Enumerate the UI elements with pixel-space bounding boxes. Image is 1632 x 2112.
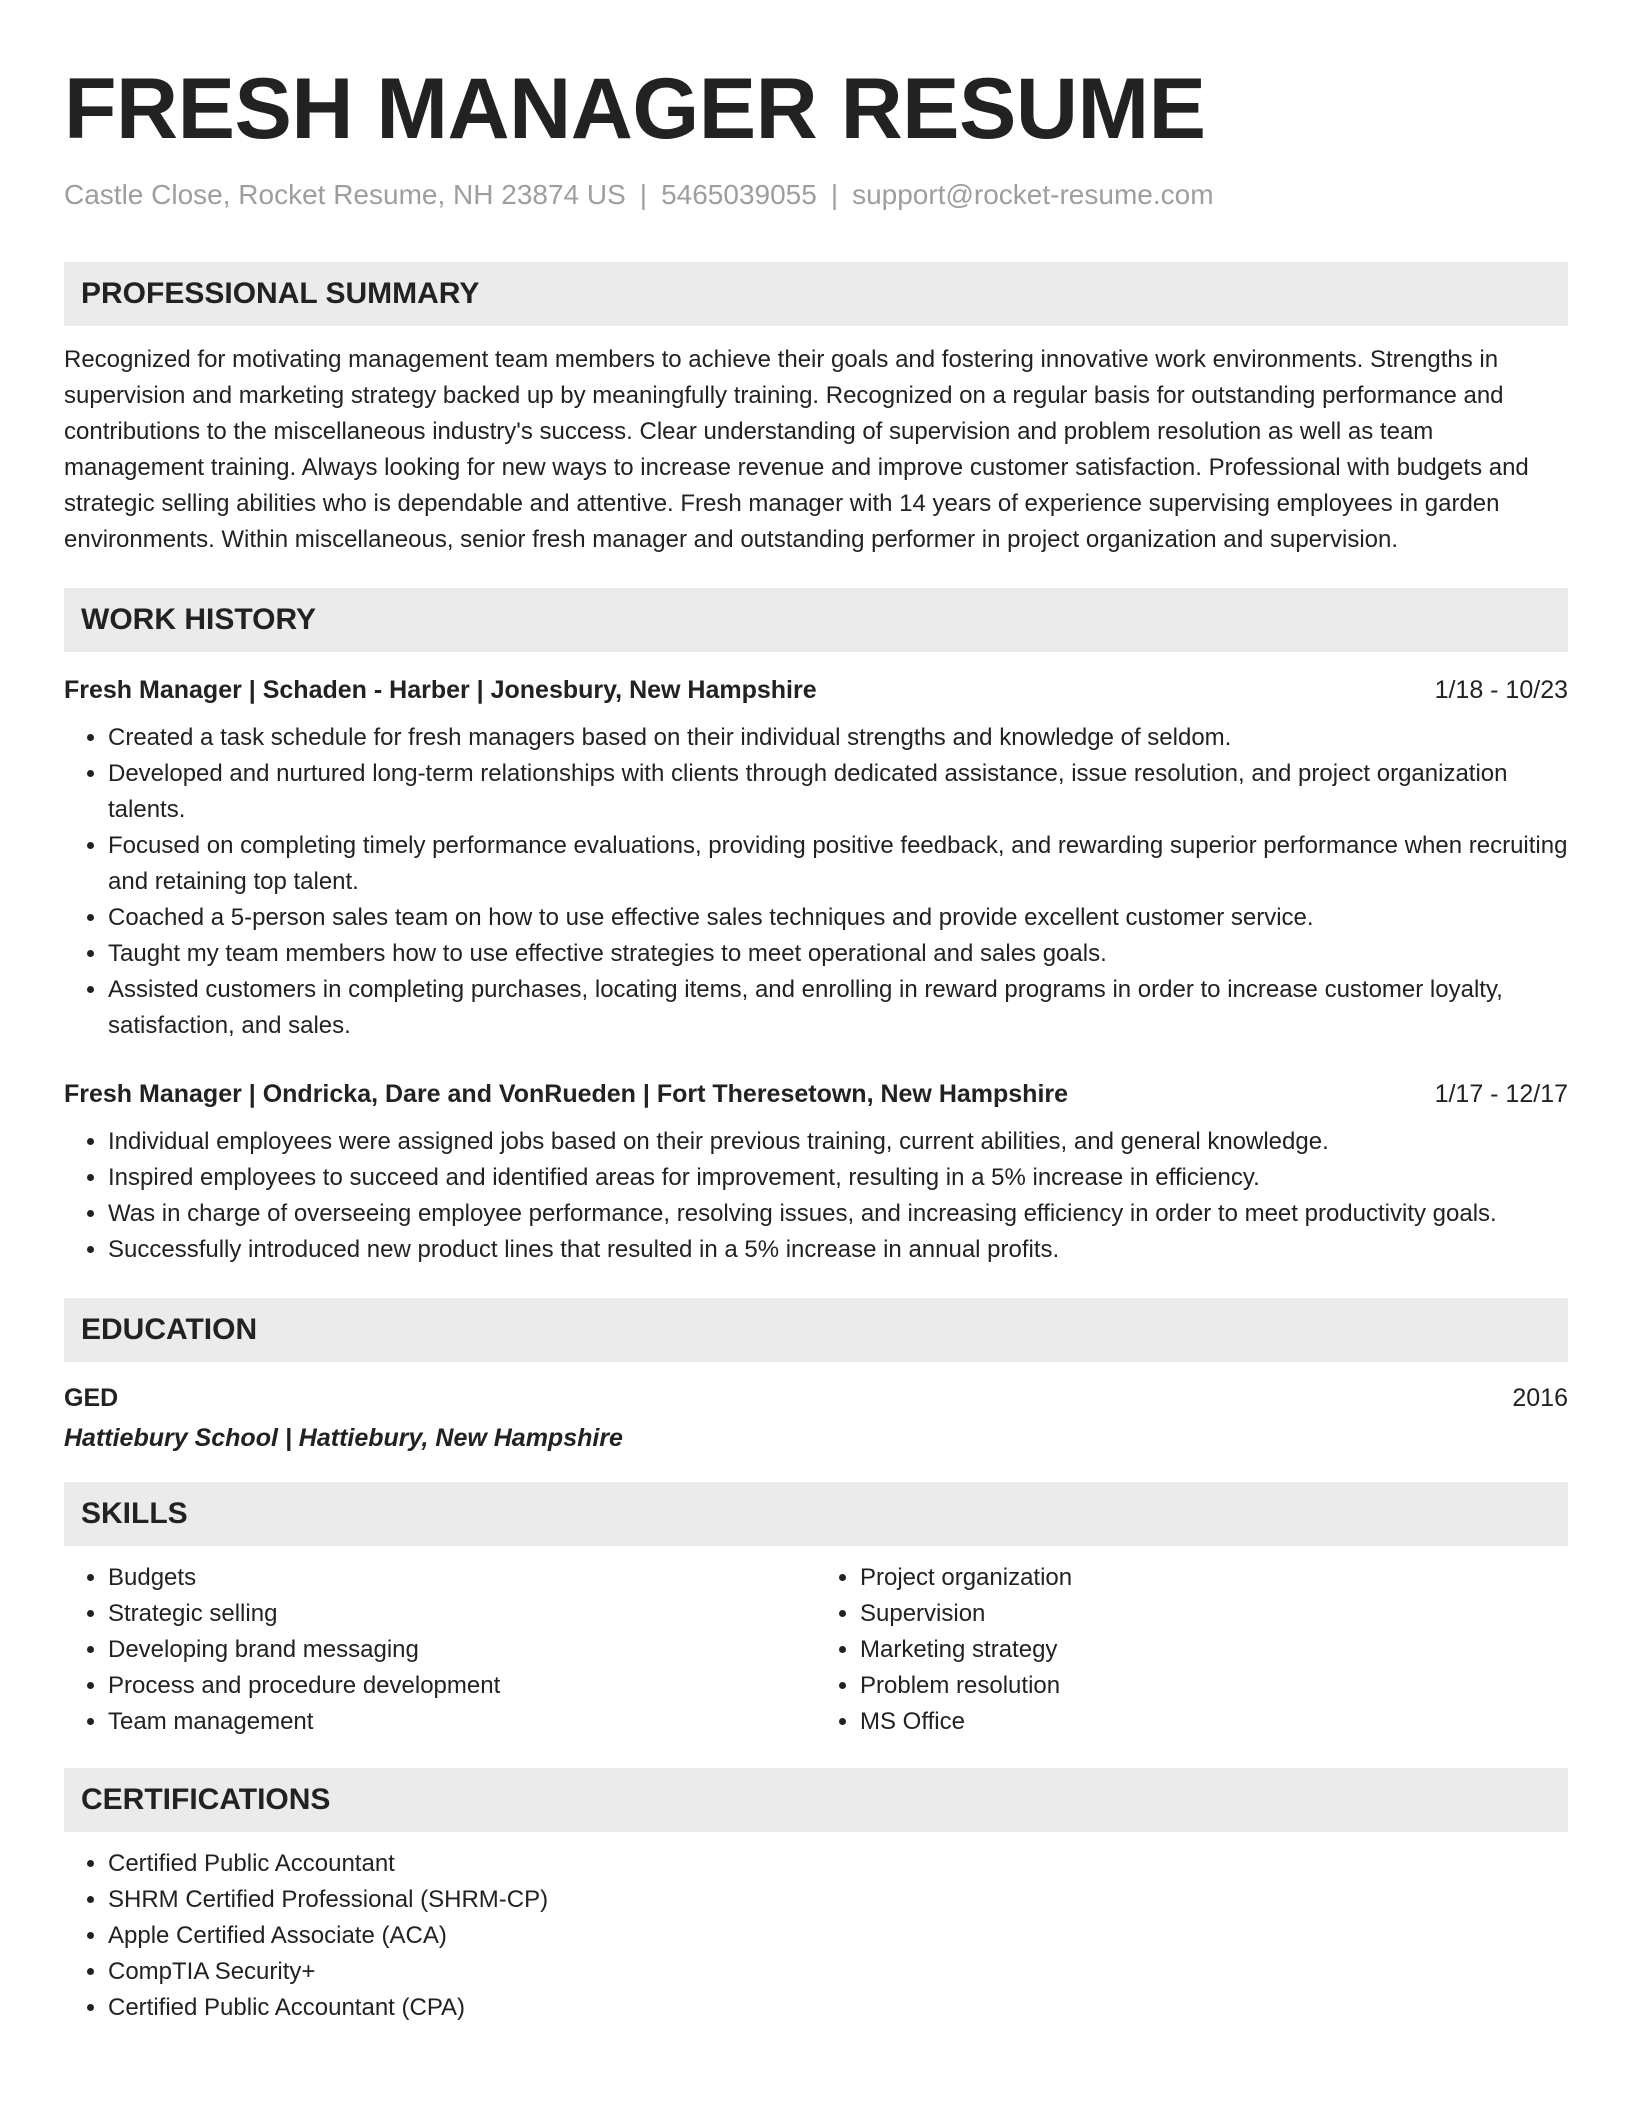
education-school: Hattiebury School | Hattiebury, New Hampshire (64, 1423, 623, 1452)
education-degree: GED (64, 1383, 119, 1412)
list-item: • Problem resolution (860, 1668, 1568, 1704)
job-title: Fresh Manager | Ondricka, Dare and VonRueden | Fort Theresetown, New Hampshire (64, 1079, 1069, 1108)
contact-separator: | (639, 179, 648, 210)
job-entry (64, 1078, 1568, 1268)
education-entry (64, 1382, 1568, 1454)
resume-title: FRESH MANAGER RESUME (64, 61, 1206, 157)
job-dates: 1/17 - 12/17 (1434, 1079, 1568, 1108)
list-item: • SHRM Certified Professional (SHRM-CP) (108, 1882, 1568, 1918)
list-item: • MS Office (860, 1704, 1568, 1740)
job-entry (64, 674, 1568, 1044)
contact-address: Castle Close, Rocket Resume, NH 23874 US (64, 179, 626, 210)
contact-email: support@rocket-resume.com (852, 179, 1214, 210)
list-item: • Budgets (108, 1560, 816, 1596)
section-header-work: WORK HISTORY (64, 588, 1568, 652)
list-item: • Individual employees were assigned jobs based on their previous training, current abilities, and general knowledge. (108, 1124, 1568, 1160)
list-item: • Apple Certified Associate (ACA) (108, 1918, 1568, 1954)
job-title: Fresh Manager | Schaden - Harber | Jonesbury, New Hampshire (64, 675, 817, 704)
list-item: • Coached a 5-person sales team on how to use effective sales techniques and provide excellent customer service. (108, 900, 1568, 936)
job-bullets (64, 1124, 1568, 1268)
skills-column-left (64, 1560, 816, 1740)
education-year: 2016 (1512, 1383, 1568, 1412)
list-item: • Successfully introduced new product lines that resulted in a 5% increase in annual profits. (108, 1232, 1568, 1268)
list-item: • Certified Public Accountant (108, 1846, 1568, 1882)
professional-summary-section (64, 262, 1568, 558)
list-item: • Created a task schedule for fresh managers based on their individual strengths and knowledge of seldom. (108, 720, 1568, 756)
skills-grid (64, 1560, 1568, 1740)
list-item: • Certified Public Accountant (CPA) (108, 1990, 1568, 2026)
list-item: • Was in charge of overseeing employee performance, resolving issues, and increasing efficiency in order to meet productivity goals. (108, 1196, 1568, 1232)
work-history-section (64, 588, 1568, 1268)
list-item: • Supervision (860, 1596, 1568, 1632)
list-item: • Strategic selling (108, 1596, 816, 1632)
list-item: • Focused on completing timely performance evaluations, providing positive feedback, and rewarding superior performance when recruiting and retaining top talent. (108, 828, 1568, 900)
list-item: • Marketing strategy (860, 1632, 1568, 1668)
certifications-section (64, 1768, 1568, 2026)
contact-phone: 5465039055 (661, 179, 817, 210)
list-item: • CompTIA Security+ (108, 1954, 1568, 1990)
section-header-education: EDUCATION (64, 1298, 1568, 1362)
contact-line (64, 178, 1568, 212)
list-item: • Project organization (860, 1560, 1568, 1596)
section-header-summary: PROFESSIONAL SUMMARY (64, 262, 1568, 326)
job-dates: 1/18 - 10/23 (1434, 675, 1568, 704)
skills-section (64, 1482, 1568, 1740)
job-header (64, 674, 1568, 706)
job-bullets (64, 720, 1568, 1044)
list-item: • Inspired employees to succeed and identified areas for improvement, resulting in a 5% increase in efficiency. (108, 1160, 1568, 1196)
list-item: • Assisted customers in completing purchases, locating items, and enrolling in reward programs in order to increase customer loyalty, satisfaction, and sales. (108, 972, 1568, 1044)
list-item: • Process and procedure development (108, 1668, 816, 1704)
list-item: • Team management (108, 1704, 816, 1740)
list-item: • Developing brand messaging (108, 1632, 816, 1668)
contact-separator: | (830, 179, 839, 210)
section-header-certifications: CERTIFICATIONS (64, 1768, 1568, 1832)
certifications-list (64, 1846, 1568, 2026)
section-header-skills: SKILLS (64, 1482, 1568, 1546)
job-header (64, 1078, 1568, 1110)
skills-column-right (816, 1560, 1568, 1740)
list-item: • Developed and nurtured long-term relationships with clients through dedicated assistance, issue resolution, and project organization talents. (108, 756, 1568, 828)
summary-text: Recognized for motivating management team members to achieve their goals and fostering innovative work environments. Strengths in supervision and marketing strategy backed up by meaningfully training. Recognized on a regular basis for outstanding performance and contributions to the miscellaneous industry's success. Clear understanding of supervision and problem resolution as well as team management training. Always looking for new ways to increase revenue and improve customer satisfaction. Professional with budgets and strategic selling abilities who is dependable and attentive. Fresh manager with 14 years of experience supervising employees in garden environments. Within miscellaneous, senior fresh manager and outstanding performer in project organization and supervision. (64, 345, 1529, 553)
education-header (64, 1382, 1568, 1414)
education-section (64, 1298, 1568, 1454)
list-item: • Taught my team members how to use effective strategies to meet operational and sales goals. (108, 936, 1568, 972)
